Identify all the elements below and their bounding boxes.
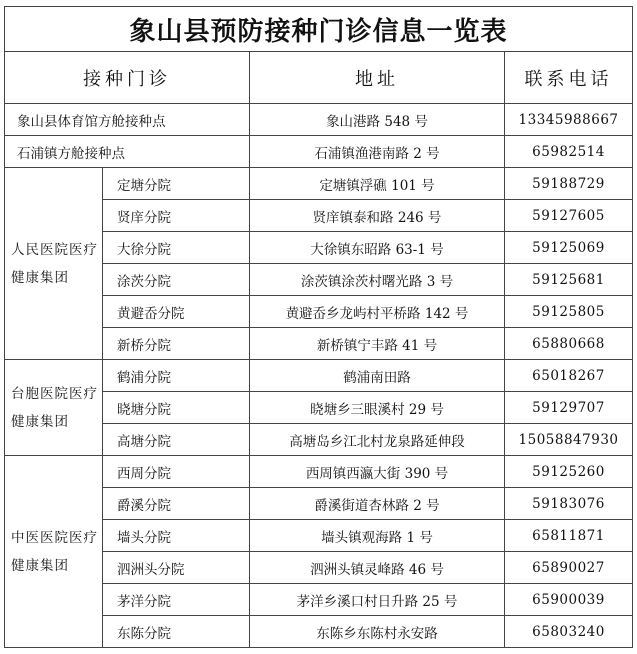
branch-name: 爵溪分院 [103,488,250,520]
branch-phone: 59125260 [505,456,633,488]
branch-address: 鹤浦南田路 [250,360,505,392]
group-name: 台胞医院医疗健康集团 [5,360,103,456]
branch-name: 涂茨分院 [103,264,250,296]
branch-address: 黄避岙乡龙屿村平桥路 142 号 [250,296,505,328]
group-name: 人民医院医疗健康集团 [5,168,103,360]
branch-phone: 65803240 [505,616,633,648]
branch-phone: 59125681 [505,264,633,296]
table-row [5,360,633,392]
branch-address: 定塘镇浮礁 101 号 [250,168,505,200]
site-phone: 13345988667 [505,104,633,136]
branch-address: 贤庠镇泰和路 246 号 [250,200,505,232]
branch-phone: 65880668 [505,328,633,360]
branch-address: 泗洲头镇灵峰路 46 号 [250,552,505,584]
branch-phone: 59127605 [505,200,633,232]
branch-phone: 65811871 [505,520,633,552]
site-address: 石浦镇渔港南路 2 号 [250,136,505,168]
branch-address: 茅洋乡溪口村日升路 25 号 [250,584,505,616]
branch-address: 东陈乡东陈村永安路 [250,616,505,648]
group-name: 中医医院医疗健康集团 [5,456,103,648]
title-row [5,7,633,52]
branch-phone: 59125805 [505,296,633,328]
header-phone: 联系电话 [505,52,633,104]
branch-name: 黄避岙分院 [103,296,250,328]
branch-phone: 65900039 [505,584,633,616]
branch-address: 涂茨镇涂茨村曙光路 3 号 [250,264,505,296]
branch-address: 高塘岛乡江北村龙泉路延伸段 [250,424,505,456]
branch-name: 晓塘分院 [103,392,250,424]
branch-name: 东陈分院 [103,616,250,648]
branch-name: 定塘分院 [103,168,250,200]
branch-phone: 59183076 [505,488,633,520]
branch-phone: 59125069 [505,232,633,264]
branch-address: 爵溪街道杏林路 2 号 [250,488,505,520]
branch-address: 新桥镇宁丰路 41 号 [250,328,505,360]
branch-name: 新桥分院 [103,328,250,360]
branch-phone: 59188729 [505,168,633,200]
branch-phone: 65018267 [505,360,633,392]
branch-phone: 15058847930 [505,424,633,456]
branch-address: 大徐镇东昭路 63-1 号 [250,232,505,264]
branch-name: 贤庠分院 [103,200,250,232]
site-address: 象山港路 548 号 [250,104,505,136]
branch-phone: 59129707 [505,392,633,424]
branch-name: 泗洲头分院 [103,552,250,584]
table-row [5,104,633,136]
table-row [5,168,633,200]
branch-name: 茅洋分院 [103,584,250,616]
branch-phone: 65890027 [505,552,633,584]
clinic-table [4,6,633,648]
header-clinic: 接种门诊 [5,52,250,104]
branch-name: 西周分院 [103,456,250,488]
branch-name: 大徐分院 [103,232,250,264]
branch-address: 西周镇西瀛大街 390 号 [250,456,505,488]
table-row [5,136,633,168]
clinic-table-body [5,7,633,648]
site-name: 石浦镇方舱接种点 [5,136,250,168]
branch-address: 晓塘乡三眼溪村 29 号 [250,392,505,424]
site-name: 象山县体育馆方舱接种点 [5,104,250,136]
header-row [5,52,633,104]
site-phone: 65982514 [505,136,633,168]
header-address: 地址 [250,52,505,104]
branch-name: 高塘分院 [103,424,250,456]
branch-name: 鹤浦分院 [103,360,250,392]
branch-name: 墙头分院 [103,520,250,552]
table-title: 象山县预防接种门诊信息一览表 [5,7,633,52]
table-row [5,456,633,488]
branch-address: 墙头镇观海路 1 号 [250,520,505,552]
